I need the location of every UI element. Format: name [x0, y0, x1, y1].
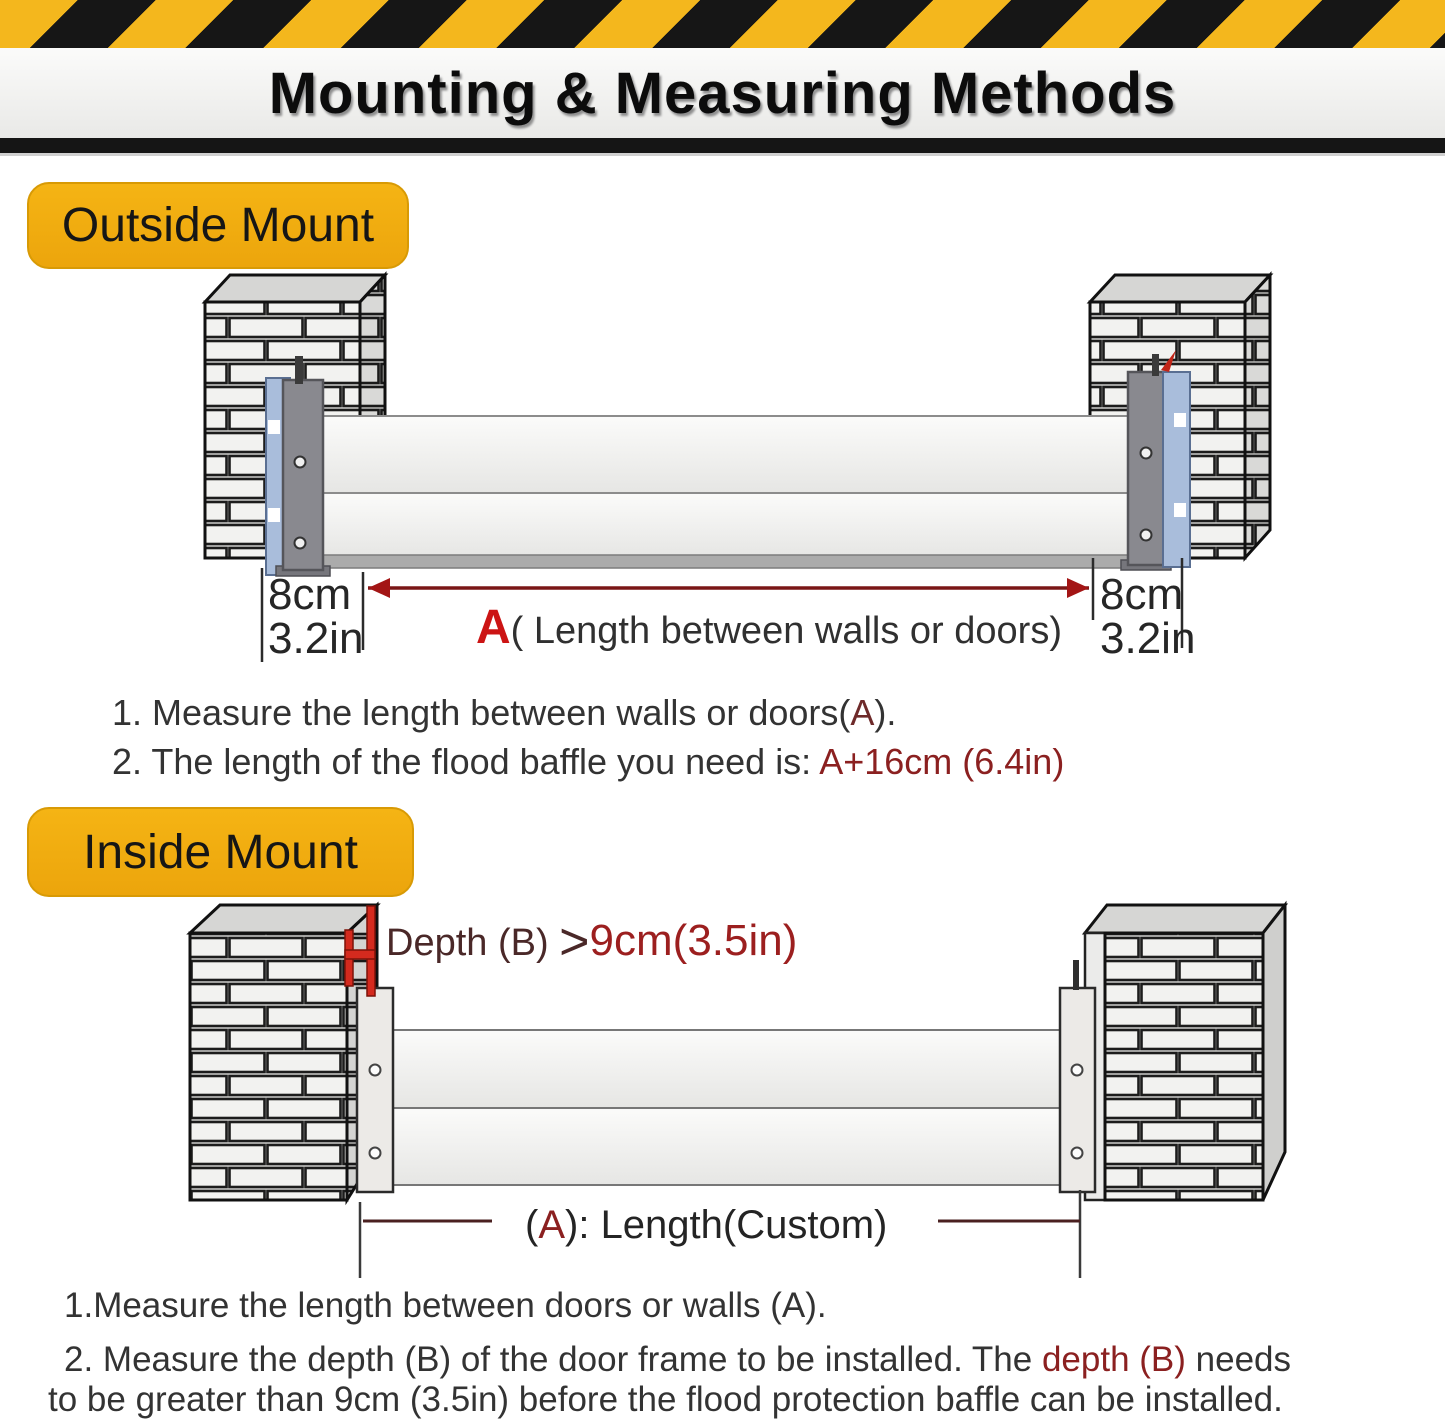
inside-mount-badge-label: Inside Mount [83, 825, 358, 879]
screw [370, 1065, 381, 1076]
flood-barrier [300, 416, 1140, 568]
outside-step-1: 1. Measure the length between walls or doors(A). [112, 692, 897, 733]
pillar-side-face [1263, 905, 1285, 1200]
pillar-top-face [1090, 275, 1270, 302]
mounting-rail-left [276, 356, 330, 576]
outside-right-measure [1100, 570, 1196, 663]
flood-barrier [393, 1030, 1065, 1185]
measure-cm: 8cm [1100, 570, 1184, 619]
inside-step-2-line1: 2. Measure the depth (B) of the door frame to be installed. The depth (B) needs [64, 1340, 1292, 1379]
hazard-tape-banner [0, 0, 1445, 50]
screw [1141, 448, 1152, 459]
inside-step-1: 1.Measure the length between doors or walls (A). [64, 1286, 827, 1325]
screw [295, 538, 306, 549]
length-dimension-arrow [368, 578, 1089, 598]
screw [1072, 1148, 1083, 1159]
mounting-rail-right [1060, 960, 1095, 1192]
outside-left-measure [268, 570, 364, 663]
rail-body [1060, 988, 1095, 1192]
outside-mount-badge [27, 182, 409, 269]
barrier-top-panel [300, 416, 1140, 493]
barrier-bottom-panel [300, 493, 1140, 557]
measure-in: 3.2in [1100, 614, 1196, 663]
pillar-top-face [190, 905, 377, 933]
screw [1072, 1065, 1083, 1076]
inside-mount-badge [27, 807, 414, 897]
gasket-dot [1174, 503, 1186, 517]
measure-in: 3.2in [268, 614, 364, 663]
depth-label: Depth (B) >9cm(3.5in) [386, 913, 798, 971]
rail-pin [1073, 960, 1079, 990]
screw [1141, 530, 1152, 541]
pillar-front-face [1105, 933, 1263, 1200]
barrier-bottom-strip [300, 555, 1140, 568]
screw [295, 457, 306, 468]
gasket-strip-right [1163, 372, 1190, 567]
outside-mount-badge-label: Outside Mount [61, 199, 375, 252]
inside-right-pillar [1085, 905, 1285, 1200]
length-label-a: A [476, 601, 511, 654]
title-band [0, 48, 1445, 138]
pillar-top-face [205, 275, 385, 302]
inside-length-label: (A): Length(Custom) [525, 1203, 888, 1247]
outside-length-label [476, 600, 1062, 655]
screw [370, 1148, 381, 1159]
barrier-bottom-panel [393, 1108, 1065, 1185]
rail-body [357, 988, 393, 1192]
gasket-dot [268, 508, 280, 522]
depth-value: 9cm(3.5in) [589, 916, 798, 965]
measure-cm: 8cm [268, 570, 352, 619]
depth-b-highlight: depth (B) [1041, 1340, 1186, 1379]
inside-step-2-line2: to be greater than 9cm (3.5in) before the flood protection baffle can be installed. [48, 1380, 1283, 1419]
page-title: Mounting & Measuring Methods [268, 60, 1177, 126]
outside-step-2: 2. The length of the flood baffle you need is: A+16cm (6.4in) [112, 741, 1065, 782]
gasket-dot [268, 420, 280, 434]
required-length-value: A+16cm (6.4in) [819, 741, 1065, 782]
pillar-top-face [1085, 905, 1285, 933]
rail-pin [1152, 354, 1159, 376]
header-divider-bar [0, 138, 1445, 156]
barrier-top-panel [393, 1030, 1065, 1108]
greater-than-sign: > [559, 913, 590, 971]
length-label-text: ( Length between walls or doors) [510, 610, 1062, 652]
mounting-rail-left [357, 988, 393, 1192]
rail-pin [295, 356, 303, 384]
length-label-a: A [538, 1203, 566, 1247]
gasket-dot [1174, 413, 1186, 427]
pillar-front-face [190, 933, 347, 1200]
